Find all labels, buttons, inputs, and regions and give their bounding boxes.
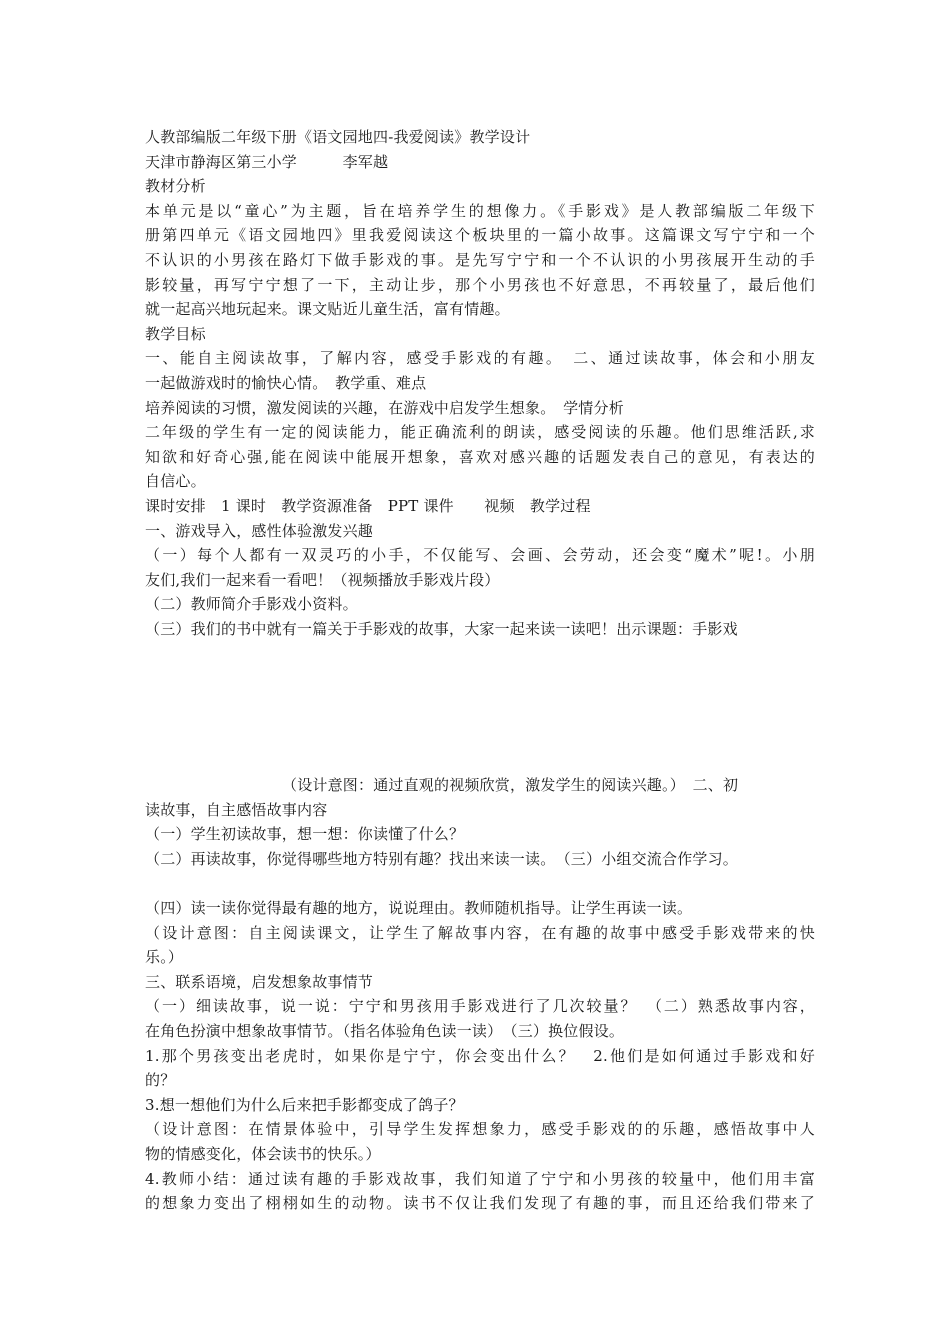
- paragraph-line: 友们,我们一起来看一看吧！（视频播放手影戏片段）: [145, 570, 500, 589]
- paragraph-line: 的？: [145, 1071, 176, 1090]
- document-bottom-section: [145, 773, 815, 1216]
- blank-line: [145, 871, 815, 896]
- document-title: 人教部编版二年级下册《语文园地四-我爱阅读》教学设计: [145, 128, 531, 146]
- section-heading: 三、联系语境，启发想象故事情节: [145, 972, 374, 991]
- paragraph-line: 二年级的学生有一定的阅读能力，能正确流利的朗读，感受阅读的乐趣。他们思维活跃,求: [145, 423, 815, 442]
- paragraph-line: （三）我们的书中就有一篇关于手影戏的故事，大家一起来读一读吧！出示课题：手影戏: [145, 619, 738, 638]
- paragraph-line: 培养阅读的习惯，激发阅读的兴趣，在游戏中启发学生想象。 学情分析: [145, 398, 624, 417]
- section-heading: 教材分析: [145, 177, 206, 196]
- paragraph-line: （一）学生初读故事，想一想：你读懂了什么？: [145, 825, 465, 844]
- section-heading: 一、游戏导入，感性体验激发兴趣: [145, 521, 374, 540]
- author-line: 天津市静海区第三小学 李军越: [145, 152, 389, 171]
- paragraph-line: 物的情感变化，体会读书的快乐。）: [145, 1144, 381, 1163]
- paragraph-line: 影较量，再写宁宁想了一下，主动让步，那个小男孩也不好意思，不再较量了，最后他们: [145, 275, 815, 294]
- paragraph-line: （一）细读故事，说一说：宁宁和男孩用手影戏进行了几次较量？ （二）熟悉故事内容，: [145, 997, 815, 1016]
- paragraph-line: （四）读一读你觉得最有趣的地方，说说理由。教师随机指导。让学生再读一读。: [145, 898, 693, 917]
- paragraph-line: 读故事，自主感悟故事内容: [145, 800, 328, 819]
- paragraph-line: 自信心。: [145, 472, 206, 491]
- paragraph-line: （设计意图：通过直观的视频欣赏，激发学生的阅读兴趣。） 二、初: [282, 776, 739, 794]
- paragraph-line: 在角色扮演中想象故事情节。（指名体验角色读一读） （三）换位假设。: [145, 1021, 625, 1040]
- paragraph-line: （设计意图：自主阅读课文，让学生了解故事内容，在有趣的故事中感受手影戏带来的快: [145, 923, 815, 942]
- paragraph-line: 知欲和好奇心强,能在阅读中能展开想象，喜欢对感兴趣的话题发表自己的意见，有表达的: [145, 447, 815, 466]
- paragraph-line: 1.那个男孩变出老虎时，如果你是宁宁，你会变出什么？ 2.他们是如何通过手影戏和好: [145, 1046, 815, 1065]
- paragraph-line: 课时安排 1 课时 教学资源准备 PPT 课件 视频 教学过程: [145, 496, 591, 515]
- paragraph-line: 3.想一想他们为什么后来把手影都变成了鸽子？: [145, 1095, 464, 1114]
- paragraph-line: 乐。）: [145, 948, 184, 967]
- paragraph-line: 就一起高兴地玩起来。课文贴近儿童生活，富有情趣。: [145, 300, 510, 319]
- paragraph-line: 一、能自主阅读故事，了解内容，感受手影戏的有趣。 二、通过读故事，体会和小朋友: [145, 349, 815, 368]
- section-heading: 教学目标: [145, 324, 206, 343]
- paragraph-line: （一）每个人都有一双灵巧的小手，不仅能写、会画、会劳动，还会变“魔术”呢!。小朋: [145, 546, 815, 565]
- paragraph-line: （二）教师简介手影戏小资料。: [145, 595, 358, 614]
- paragraph-line: 一起做游戏时的愉快心情。 教学重、难点: [145, 373, 427, 392]
- paragraph-line: （二）再读故事，你觉得哪些地方特别有趣？找出来读一读。 （三）小组交流合作学习。: [145, 849, 739, 868]
- paragraph-line: （设计意图：在情景体验中，引导学生发挥想象力，感受手影戏的的乐趣，感悟故事中人: [145, 1120, 815, 1139]
- document-top-section: [145, 125, 815, 641]
- paragraph-line: 的想象力变出了栩栩如生的动物。读书不仅让我们发现了有趣的事，而且还给我们带来了: [145, 1194, 815, 1213]
- paragraph-line: 不认识的小男孩在路灯下做手影戏的事。是先写宁宁和一个不认识的小男孩展开生动的手: [145, 250, 815, 269]
- paragraph-line: 本单元是以“童心”为主题，旨在培养学生的想像力。《手影戏》是人教部编版二年级下: [145, 201, 815, 220]
- paragraph-line: 4.教师小结：通过读有趣的手影戏故事，我们知道了宁宁和小男孩的较量中，他们用丰富: [145, 1169, 815, 1188]
- paragraph-line: 册第四单元《语文园地四》里我爱阅读这个板块里的一篇小故事。这篇课文写宁宁和一个: [145, 226, 815, 245]
